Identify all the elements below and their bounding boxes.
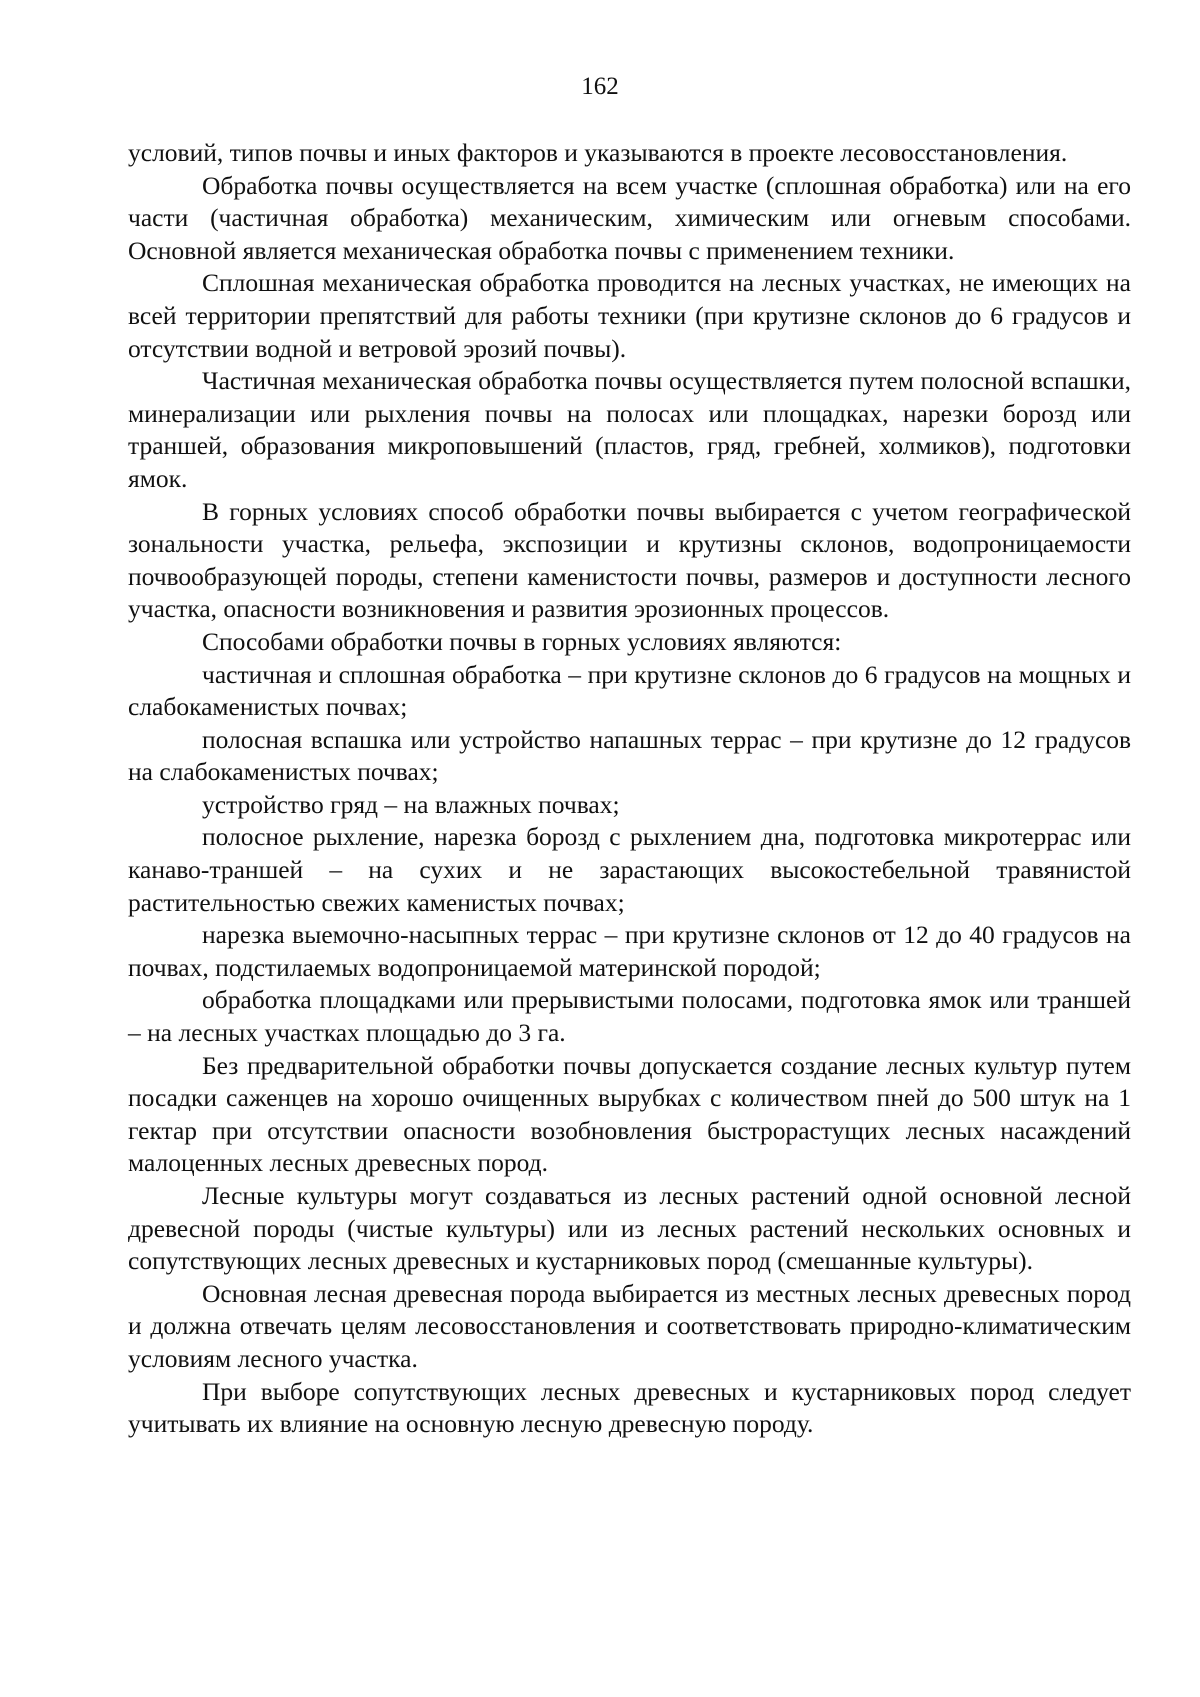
paragraph-mountain-methods-intro: Способами обработки почвы в горных условиях являются: <box>202 626 842 656</box>
paragraph-no-pretreatment: Без предварительной обработки почвы допускается создание лесных культур путем посадки саженцев на хорошо очищенных вырубках с количеством пней до 500 штук на 1 гектар при отсутствии опасности возобновления быстрорастущих лесных насаждений малоценных лесных древесных пород. <box>128 1050 1131 1178</box>
list-item-method-6: обработка площадками или прерывистыми полосами, подготовка ямок или траншей – на лесных участках площадью до 3 га. <box>128 985 1131 1048</box>
paragraph-companion-species: При выборе сопутствующих лесных древесных и кустарниковых пород следует учитывать их влияние на основную лесную древесную породу. <box>128 1376 1131 1439</box>
document-body <box>128 137 1131 1441</box>
list-item-method-5: нарезка выемочно-насыпных террас – при крутизне склонов от 12 до 40 градусов на почвах, подстилаемых водопроницаемой материнской породой; <box>128 920 1131 982</box>
list-item-method-3: устройство гряд – на влажных почвах; <box>202 789 620 819</box>
paragraph-forest-cultures: Лесные культуры могут создаваться из лесных растений одной основной лесной древесной породы (чистые культуры) или из лесных растений нескольких основных и сопутствующих лесных древесных и кустарниковых пород (смешанные культуры). <box>128 1181 1131 1276</box>
page-number: 162 <box>581 73 619 100</box>
paragraph-partial-treatment: Частичная механическая обработка почвы осуществляется путем полосной вспашки, минерализации или рыхления почвы на полосах или площадках, нарезки борозд или траншей, образования микроповышений (пластов, гряд, гребней, холмиков), подготовки ямок. <box>128 366 1131 493</box>
list-item-method-4: полосное рыхление, нарезка борозд с рыхлением дна, подготовка микротеррас или канаво-траншей – на сухих и не зарастающих высокостебельной травянистой растительностью свежих каменистых почвах; <box>128 822 1131 917</box>
list-item-method-1: частичная и сплошная обработка – при крутизне склонов до 6 градусов на мощных и слабокаменистых почвах; <box>128 659 1131 722</box>
paragraph-continuation: условий, типов почвы и иных факторов и указываются в проекте лесовосстановления. <box>128 138 1068 167</box>
paragraph-main-species: Основная лесная древесная порода выбирается из местных лесных древесных пород и должна отвечать целям лесовосстановления и соответствовать природно-климатическим условиям лесного участка. <box>128 1278 1131 1373</box>
paragraph-soil-treatment-overview: Обработка почвы осуществляется на всем участке (сплошная обработка) или на его части (частичная обработка) механическим, химическим или огневым способами. Основной является механическая обработка почвы с применением техники. <box>128 170 1131 265</box>
paragraph-mountain-conditions: В горных условиях способ обработки почвы выбирается с учетом географической зональности участка, рельефа, экспозиции и крутизны склонов, водопроницаемости почвообразующей породы, степени каменистости почвы, размеров и доступности лесного участка, опасности возникновения и развития эрозионных процессов. <box>128 496 1131 624</box>
paragraph-continuous-treatment: Сплошная механическая обработка проводится на лесных участках, не имеющих на всей территории препятствий для работы техники (при крутизне склонов до 6 градусов и отсутствии водной и ветровой эрозий почвы). <box>128 268 1131 363</box>
list-item-method-2: полосная вспашка или устройство напашных террас – при крутизне до 12 градусов на слабокаменистых почвах; <box>128 724 1131 787</box>
